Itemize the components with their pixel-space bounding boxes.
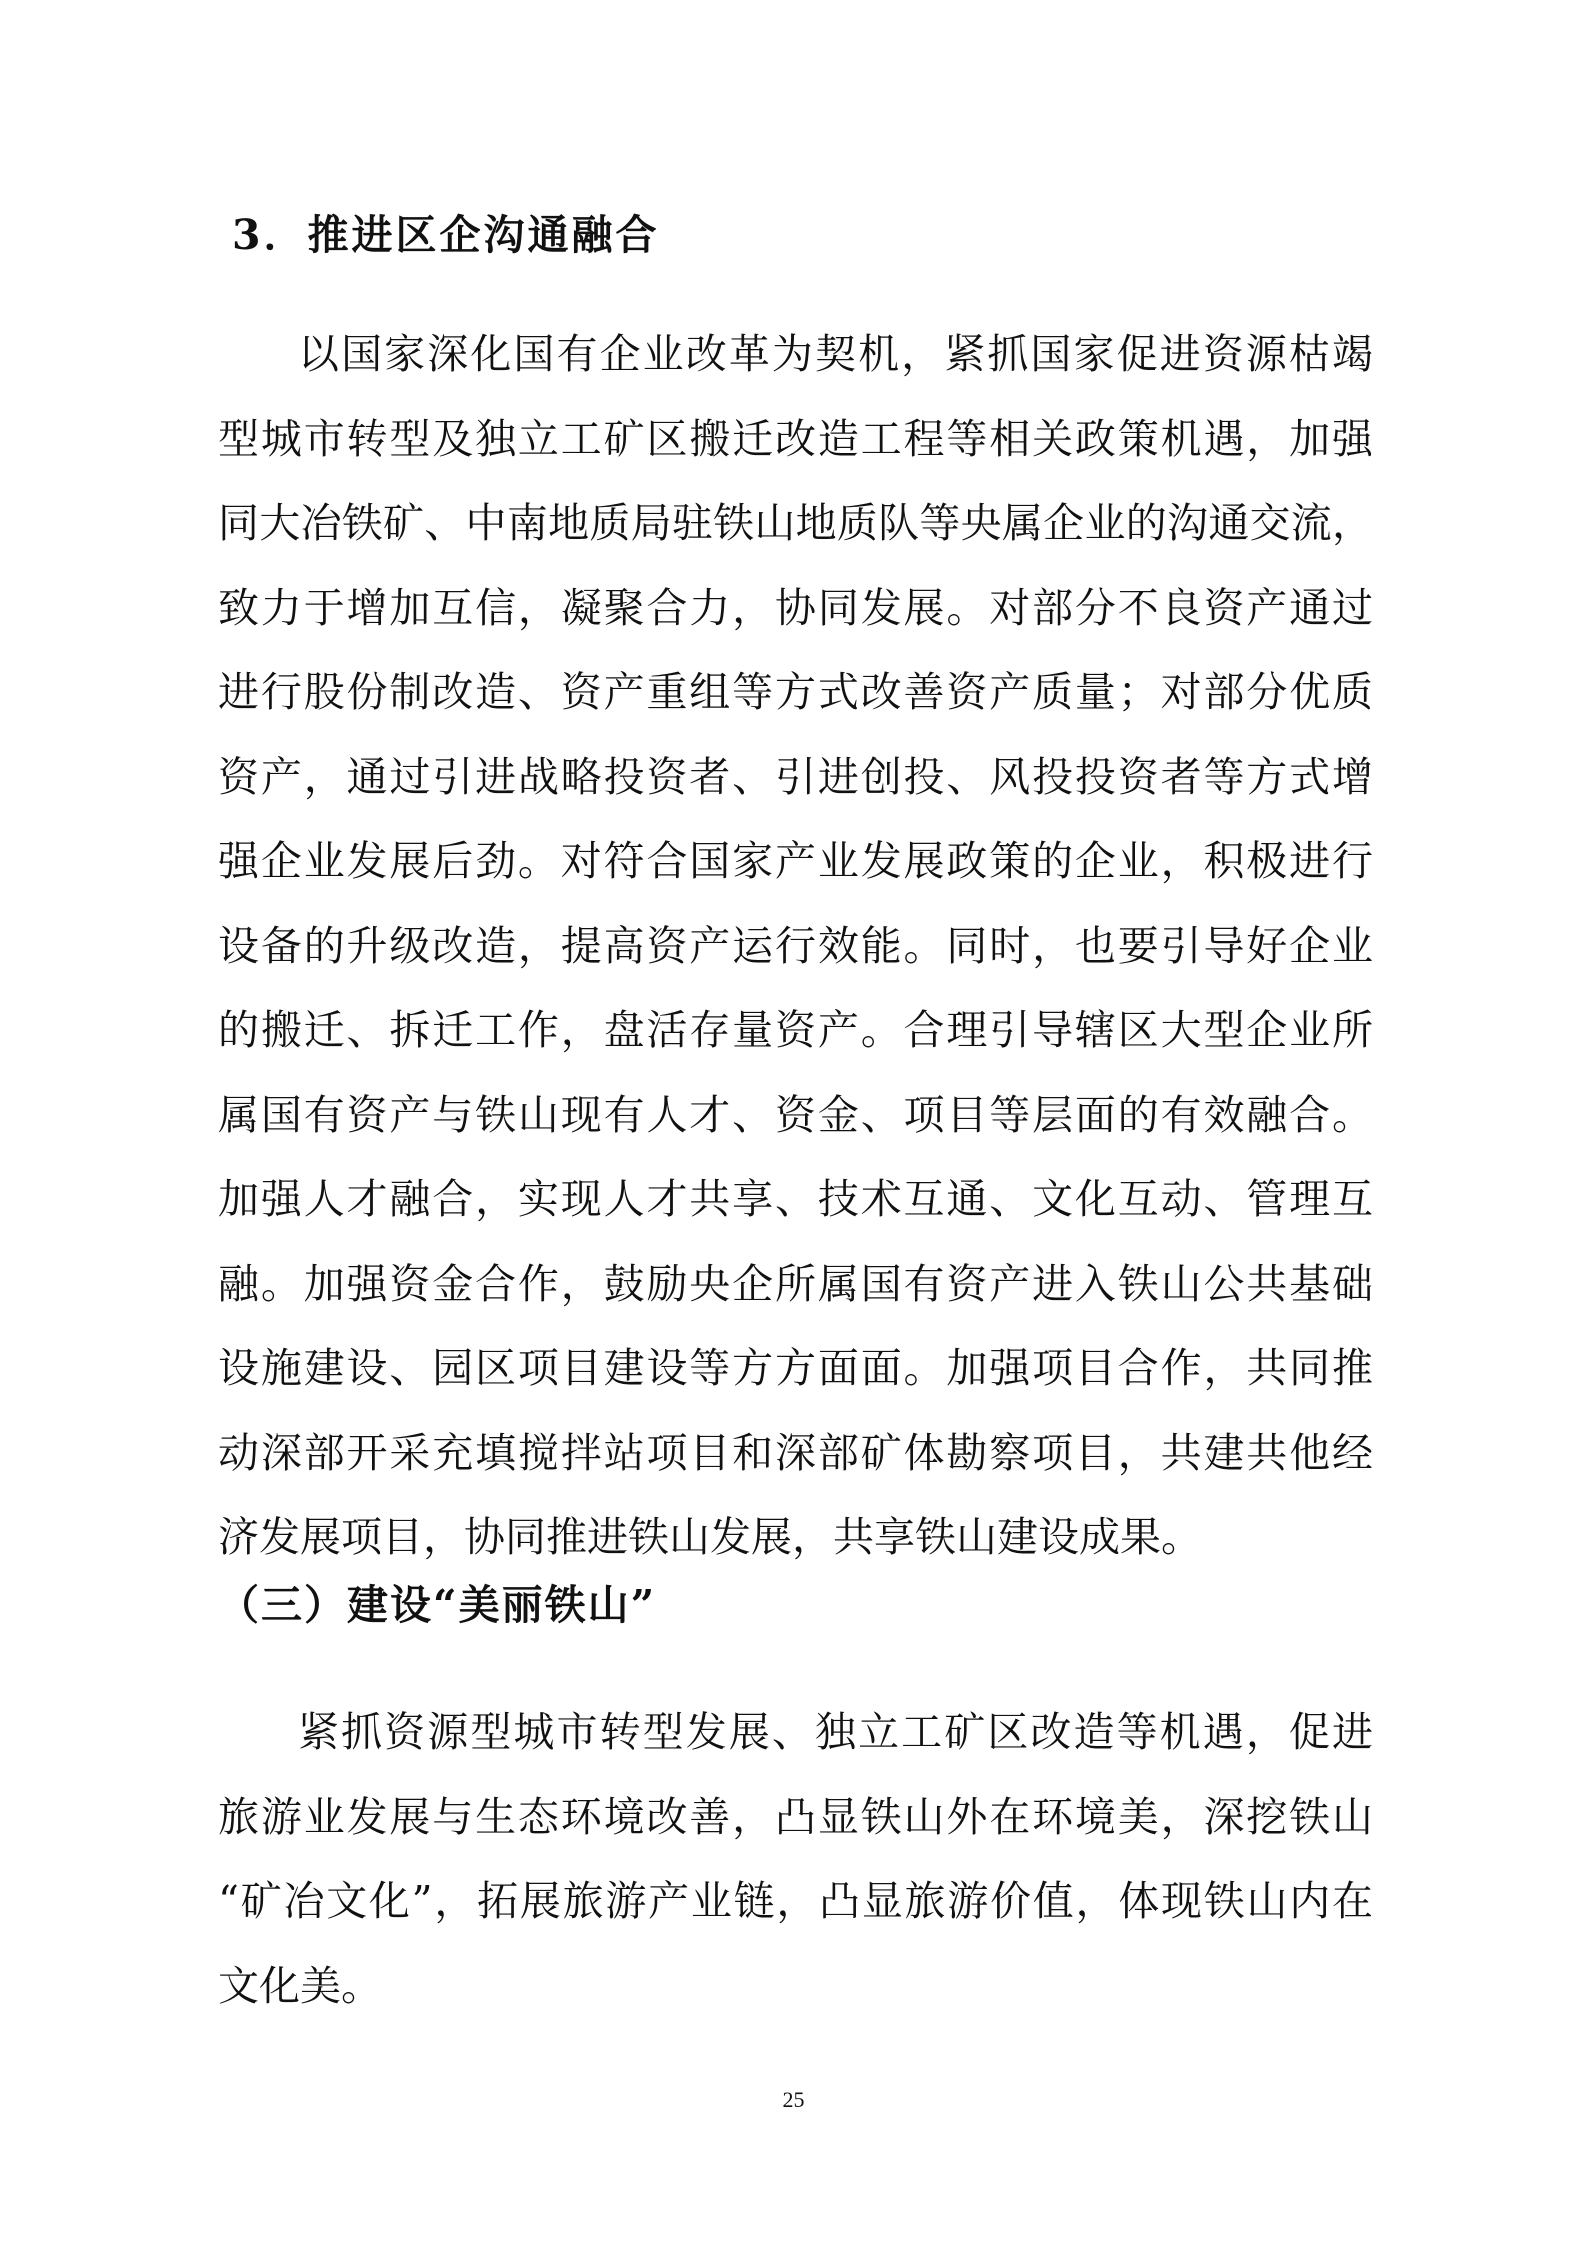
page-number: 25 (782, 2087, 805, 2112)
text-line: 属国有资产与铁山现有人才、资金、项目等层面的有效融合。 (218, 1090, 1373, 1139)
text-line: “矿冶文化”，拓展旅游产业链，凸显旅游价值，体现铁山内在 (218, 1877, 1373, 1925)
text-line: 加强人才融合，实现人才共享、技术互通、文化互动、管理互 (218, 1175, 1373, 1223)
text-line: 资产，通过引进战略投资者、引进创投、风投投资者等方式增 (218, 752, 1373, 801)
text-line: 进行股份制改造、资产重组等方式改善资产质量；对部分优质 (218, 668, 1373, 716)
text-line: 致力于增加互信，凝聚合力，协同发展。对部分不良资产通过 (218, 583, 1373, 632)
text-line: 融。加强资金合作，鼓励央企所属国有资产进入铁山公共基础 (218, 1259, 1373, 1308)
text-line: 以国家深化国有企业改革为契机，紧抓国家促进资源枯竭 (298, 330, 1373, 378)
text-line: 动深部开采充填搅拌站项目和深部矿体勘察项目，共建共他经 (218, 1428, 1373, 1477)
text-line: 设备的升级改造，提高资产运行效能。同时，也要引导好企业 (218, 921, 1373, 970)
text-line: 的搬迁、拆迁工作，盘活存量资产。合理引导辖区大型企业所 (218, 1006, 1373, 1054)
text-line: 旅游业发展与生态环境改善，凸显铁山外在环境美，深挖铁山 (218, 1792, 1373, 1841)
text-line: 设施建设、园区项目建设等方方面面。加强项目合作，共同推 (218, 1344, 1373, 1392)
subsection-heading: 3．推进区企沟通融合 (232, 211, 660, 259)
paragraph-enterprise-integration (218, 312, 1373, 1580)
text-line: 济发展项目，协同推进铁山发展，共享铁山建设成果。 (218, 1513, 1202, 1561)
text-line: 紧抓资源型城市转型发展、独立工矿区改造等机遇，促进 (298, 1708, 1373, 1756)
text-line: 强企业发展后劲。对符合国家产业发展政策的企业，积极进行 (218, 837, 1373, 885)
section-heading: （三）建设“美丽铁山” (218, 1581, 657, 1629)
text-line: 同大冶铁矿、中南地质局驻铁山地质队等央属企业的沟通交流， (218, 499, 1373, 547)
text-line: 文化美。 (218, 1961, 382, 2010)
text-line: 型城市转型及独立工矿区搬迁改造工程等相关政策机遇，加强 (218, 414, 1373, 463)
paragraph-beautiful-tieshan (218, 1690, 1373, 2028)
